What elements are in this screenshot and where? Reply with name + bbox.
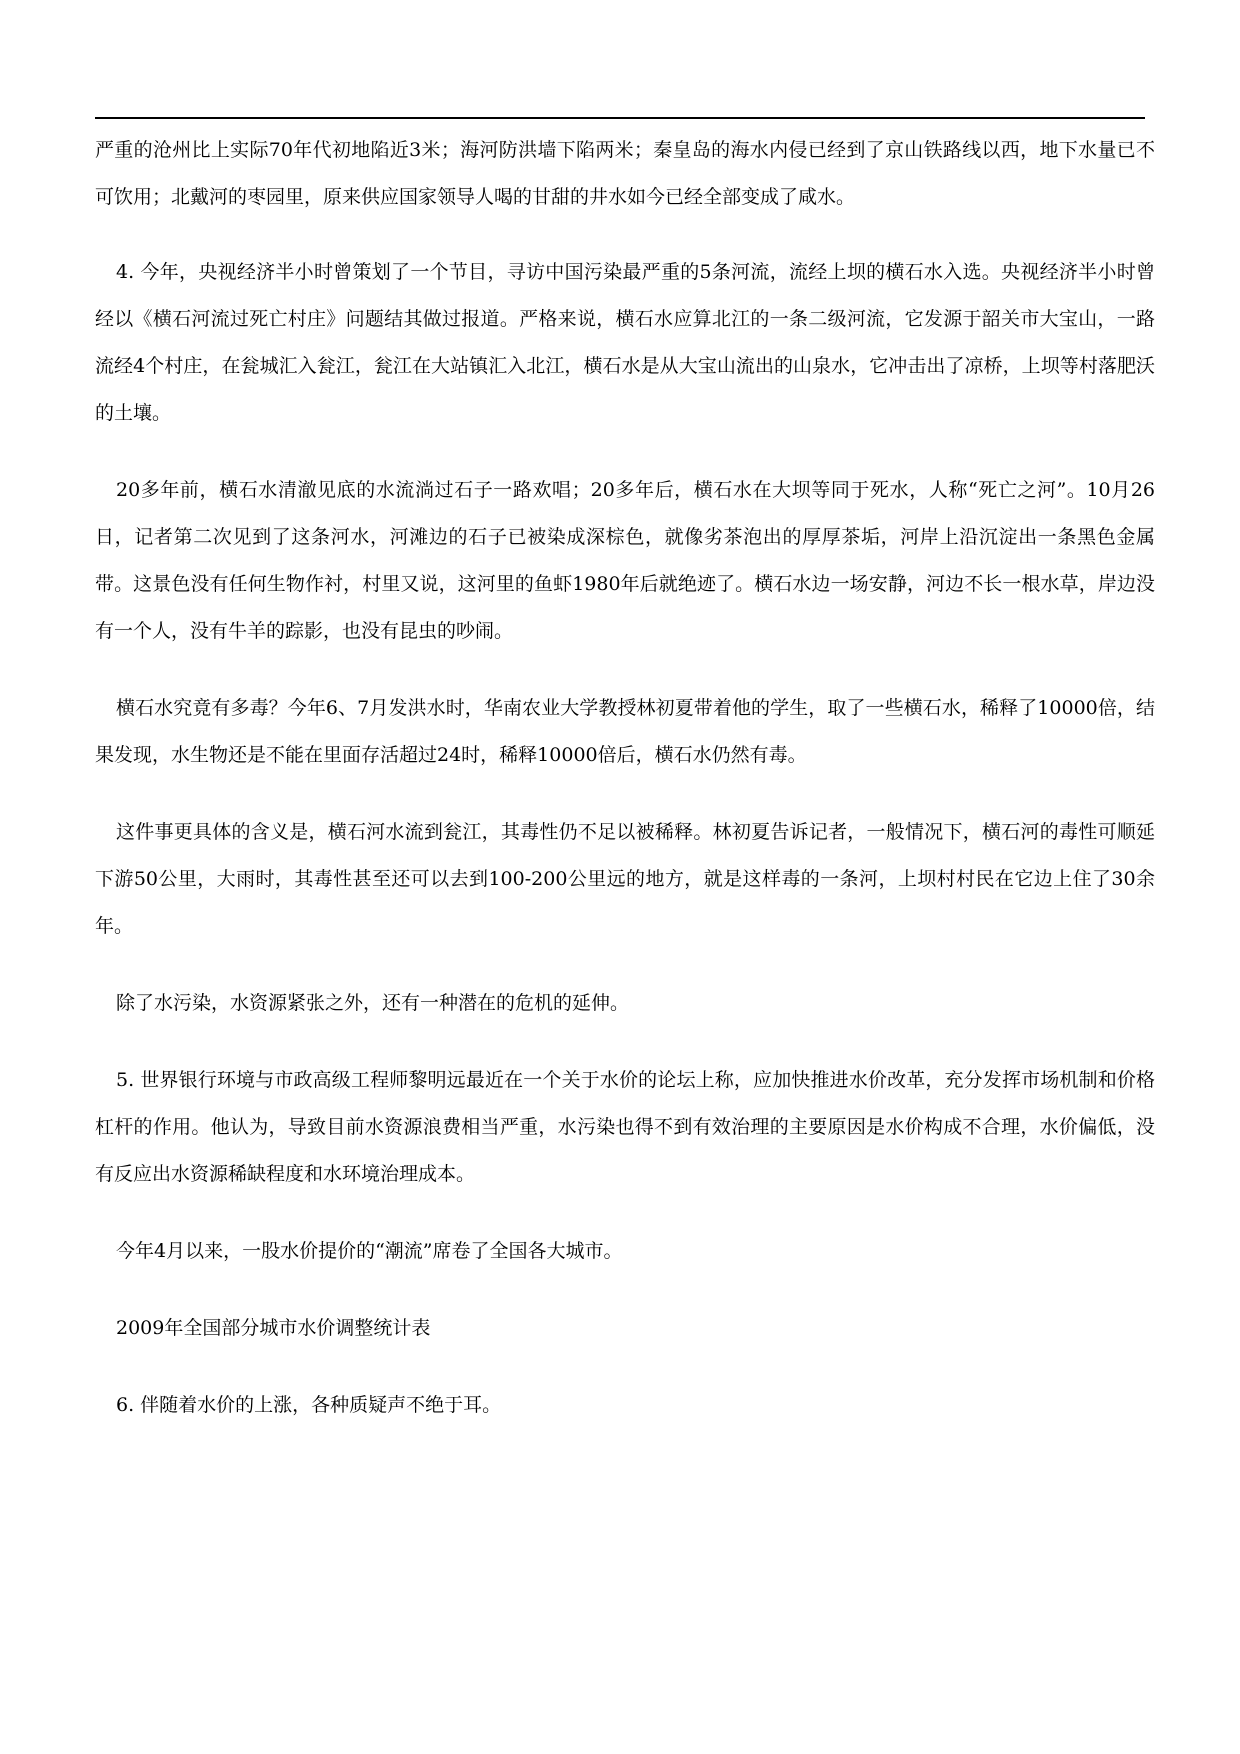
paragraph-toxicity-meaning: 这件事更具体的含义是，横石河水流到瓮江，其毒性仍不足以被稀释。林初夏告诉记者，一般情况下，横石河的毒性可顺延下游50公里，大雨时，其毒性甚至还可以去到100-200公里远的地方，就是这样毒的一条河，上坝村村民在它边上住了30余年。 <box>95 821 1155 937</box>
paragraph-item-6-doubts: 6. 伴随着水价的上涨，各种质疑声不绝于耳。 <box>116 1394 502 1416</box>
paragraph-item-5-water-price-reform: 5. 世界银行环境与市政高级工程师黎明远最近在一个关于水价的论坛上称，应加快推进水价改革，充分发挥市场机制和价格杠杆的作用。他认为，导致目前水资源浪费相当严重，水污染也得不到有效治理的主要原因是水价构成不合理，水价偏低，没有反应出水资源稀缺程度和水环境治理成本。 <box>95 1069 1155 1185</box>
paragraph-item-4-hengshi-river: 4. 今年，央视经济半小时曾策划了一个节目，寻访中国污染最严重的5条河流，流经上坝的横石水入选。央视经济半小时曾经以《横石河流过死亡村庄》问题结其做过报道。严格来说，横石水应算北江的一条二级河流，它发源于韶关市大宝山，一路流经4个村庄，在瓮城汇入瓮江，瓮江在大站镇汇入北江，横石水是从大宝山流出的山泉水，它冲击出了凉桥，上坝等村落肥沃的土壤。 <box>95 261 1155 424</box>
paragraph-toxicity-test: 横石水究竟有多毒？今年6、7月发洪水时，华南农业大学教授林初夏带着他的学生，取了一些横石水，稀释了10000倍，结果发现，水生物还是不能在里面存活超过24时，稀释10000倍后，横石水仍然有毒。 <box>95 697 1155 766</box>
paragraph-cangzhou-subsidence: 严重的沧州比上实际70年代初地陷近3米；海河防洪墙下陷两米；秦皇岛的海水内侵已经到了京山铁路线以西，地下水量已不可饮用；北戴河的枣园里，原来供应国家领导人喝的甘甜的井水如今已经全部变成了咸水。 <box>95 139 1155 208</box>
table-caption: 2009年全国部分城市水价调整统计表 <box>116 1317 431 1339</box>
paragraph-price-trend: 今年4月以来，一股水价提价的“潮流”席卷了全国各大城市。 <box>116 1240 623 1262</box>
header-rule <box>95 117 1145 119</box>
document-body <box>95 127 1155 1459</box>
paragraph-crisis-extension: 除了水污染，水资源紧张之外，还有一种潜在的危机的延伸。 <box>116 992 630 1014</box>
paragraph-death-river: 20多年前，横石水清澈见底的水流淌过石子一路欢唱；20多年后，横石水在大坝等同于死水，人称“死亡之河”。10月26日，记者第二次见到了这条河水，河滩边的石子已被染成深棕色，就像劣茶泡出的厚厚茶垢，河岸上沿沉淀出一条黑色金属带。这景色没有任何生物作衬，村里又说，这河里的鱼虾1980年后就绝迹了。横石水边一场安静，河边不长一根水草，岸边没有一个人，没有牛羊的踪影，也没有昆虫的吵闹。 <box>95 479 1155 642</box>
